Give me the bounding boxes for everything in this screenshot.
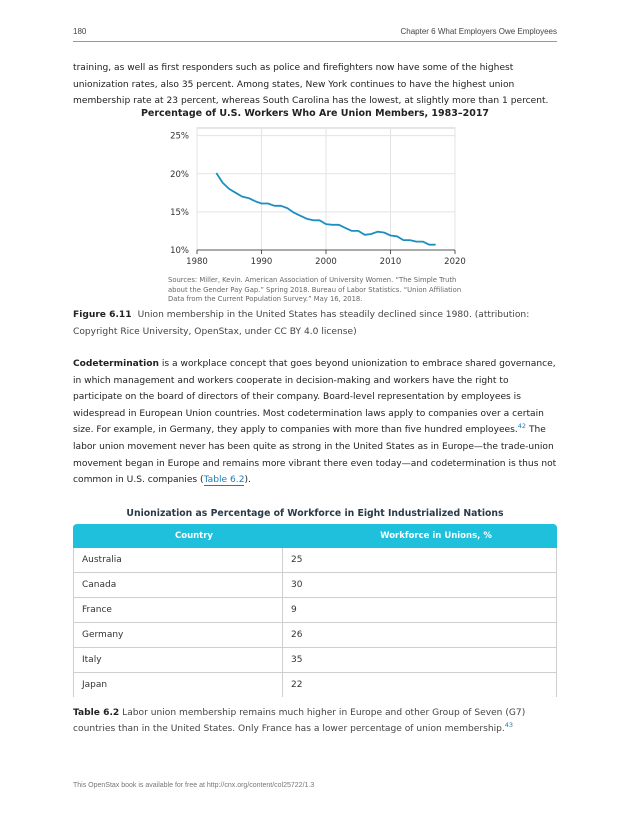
country-cell: France [73, 598, 283, 622]
table-title: Unionization as Percentage of Workforce in Eight Industrialized Nations [126, 508, 504, 519]
paragraph-text: ). [244, 475, 251, 486]
x-tick-label: 1990 [250, 257, 273, 267]
table-row [73, 598, 557, 623]
country-cell: Canada [73, 573, 283, 597]
figure-caption [73, 307, 557, 340]
y-tick-label: 10% [170, 246, 189, 256]
table-caption-text: Labor union membership remains much higher in Europe and other Group of Seven (G7) countries than in the United States. Only France has a lower percentage of union membership. [73, 708, 526, 734]
union-membership-line-chart [160, 124, 470, 272]
table-header-row [73, 524, 557, 548]
y-tick-label: 20% [170, 169, 189, 180]
codetermination-term: Codetermination [73, 359, 159, 369]
percent-cell: 9 [283, 598, 557, 622]
chart-source-note: Sources: Miller, Kevin. American Association of University Women. “The Simple Truth about the Gender Pay Gap.” Spring 2018. Bureau of Labor Statistics. “Union Affiliation Data from the Current Population Survey.” May 16, 2018. [168, 276, 462, 303]
percent-cell: 22 [283, 673, 557, 697]
paragraph-text: is a workplace concept that goes beyond unionization to embrace shared governance, in which management and workers cooperate in decision-making and workers have the right to participate on the board of directors of their company. Board-level representation by employees is widespread in European Union countries. Most codetermination laws apply to companies over a certain size. For example, in Germany, they apply to companies with more than five hundred employees. [73, 359, 556, 436]
intro-paragraph: training, as well as first responders such as police and firefighters now have some of the highest unionization rates, also 35 percent. Among states, New York continues to have the highest union membership rate at 23 percent, whereas South Carolina has the lowest, at slightly more than 1 percent. [73, 63, 549, 107]
column-header-country: Country [175, 531, 213, 541]
column-header-workforce: Workforce in Unions, % [380, 531, 492, 541]
country-cell: Italy [73, 648, 283, 672]
figure-label: Figure 6.11 [73, 310, 132, 320]
x-tick-label: 2020 [444, 257, 466, 267]
table-6-2-link[interactable]: Table 6.2 [203, 475, 245, 486]
percent-cell: 25 [283, 548, 557, 572]
header-divider [73, 41, 557, 42]
x-tick-label: 1980 [186, 257, 208, 267]
table-row [73, 648, 557, 673]
country-cell: Germany [73, 623, 283, 647]
page-footer: This OpenStax book is available for free at http://cnx.org/content/col25722/1.3 [73, 782, 315, 789]
footnote-ref-43[interactable]: 43 [504, 720, 514, 729]
percent-cell: 30 [283, 573, 557, 597]
table-row [73, 673, 557, 697]
x-tick-label: 2000 [315, 257, 337, 267]
table-label: Table 6.2 [73, 708, 120, 718]
page-number: 180 [73, 27, 87, 36]
x-tick-label: 2010 [379, 257, 402, 267]
union-workforce-table [73, 524, 557, 697]
codetermination-paragraph [73, 356, 557, 489]
country-cell: Japan [73, 673, 283, 697]
table-row [73, 573, 557, 598]
running-header [73, 27, 557, 39]
chapter-title: Chapter 6 What Employers Owe Employees [400, 27, 557, 36]
table-row [73, 548, 557, 573]
table-caption [73, 705, 557, 737]
chart-title: Percentage of U.S. Workers Who Are Union Members, 1983–2017 [140, 108, 490, 119]
y-tick-label: 15% [170, 207, 189, 218]
country-cell: Australia [73, 548, 283, 572]
figure-caption-text: Union membership in the United States has steadily declined since 1980. (attribution: Copyright Rice University, OpenStax, under CC BY 4.0 license) [73, 310, 530, 337]
paragraph-text: The labor union movement never has been quite as strong in the United States as in Europe—the trade-union movement began in Europe and remains more vibrant there even today—and codetermination is thus not common in U.S. companies ( [73, 425, 557, 486]
table-row [73, 623, 557, 648]
footnote-ref-42[interactable]: 42 [517, 422, 527, 431]
y-tick-label: 25% [170, 131, 189, 142]
percent-cell: 26 [283, 623, 557, 647]
percent-cell: 35 [283, 648, 557, 672]
